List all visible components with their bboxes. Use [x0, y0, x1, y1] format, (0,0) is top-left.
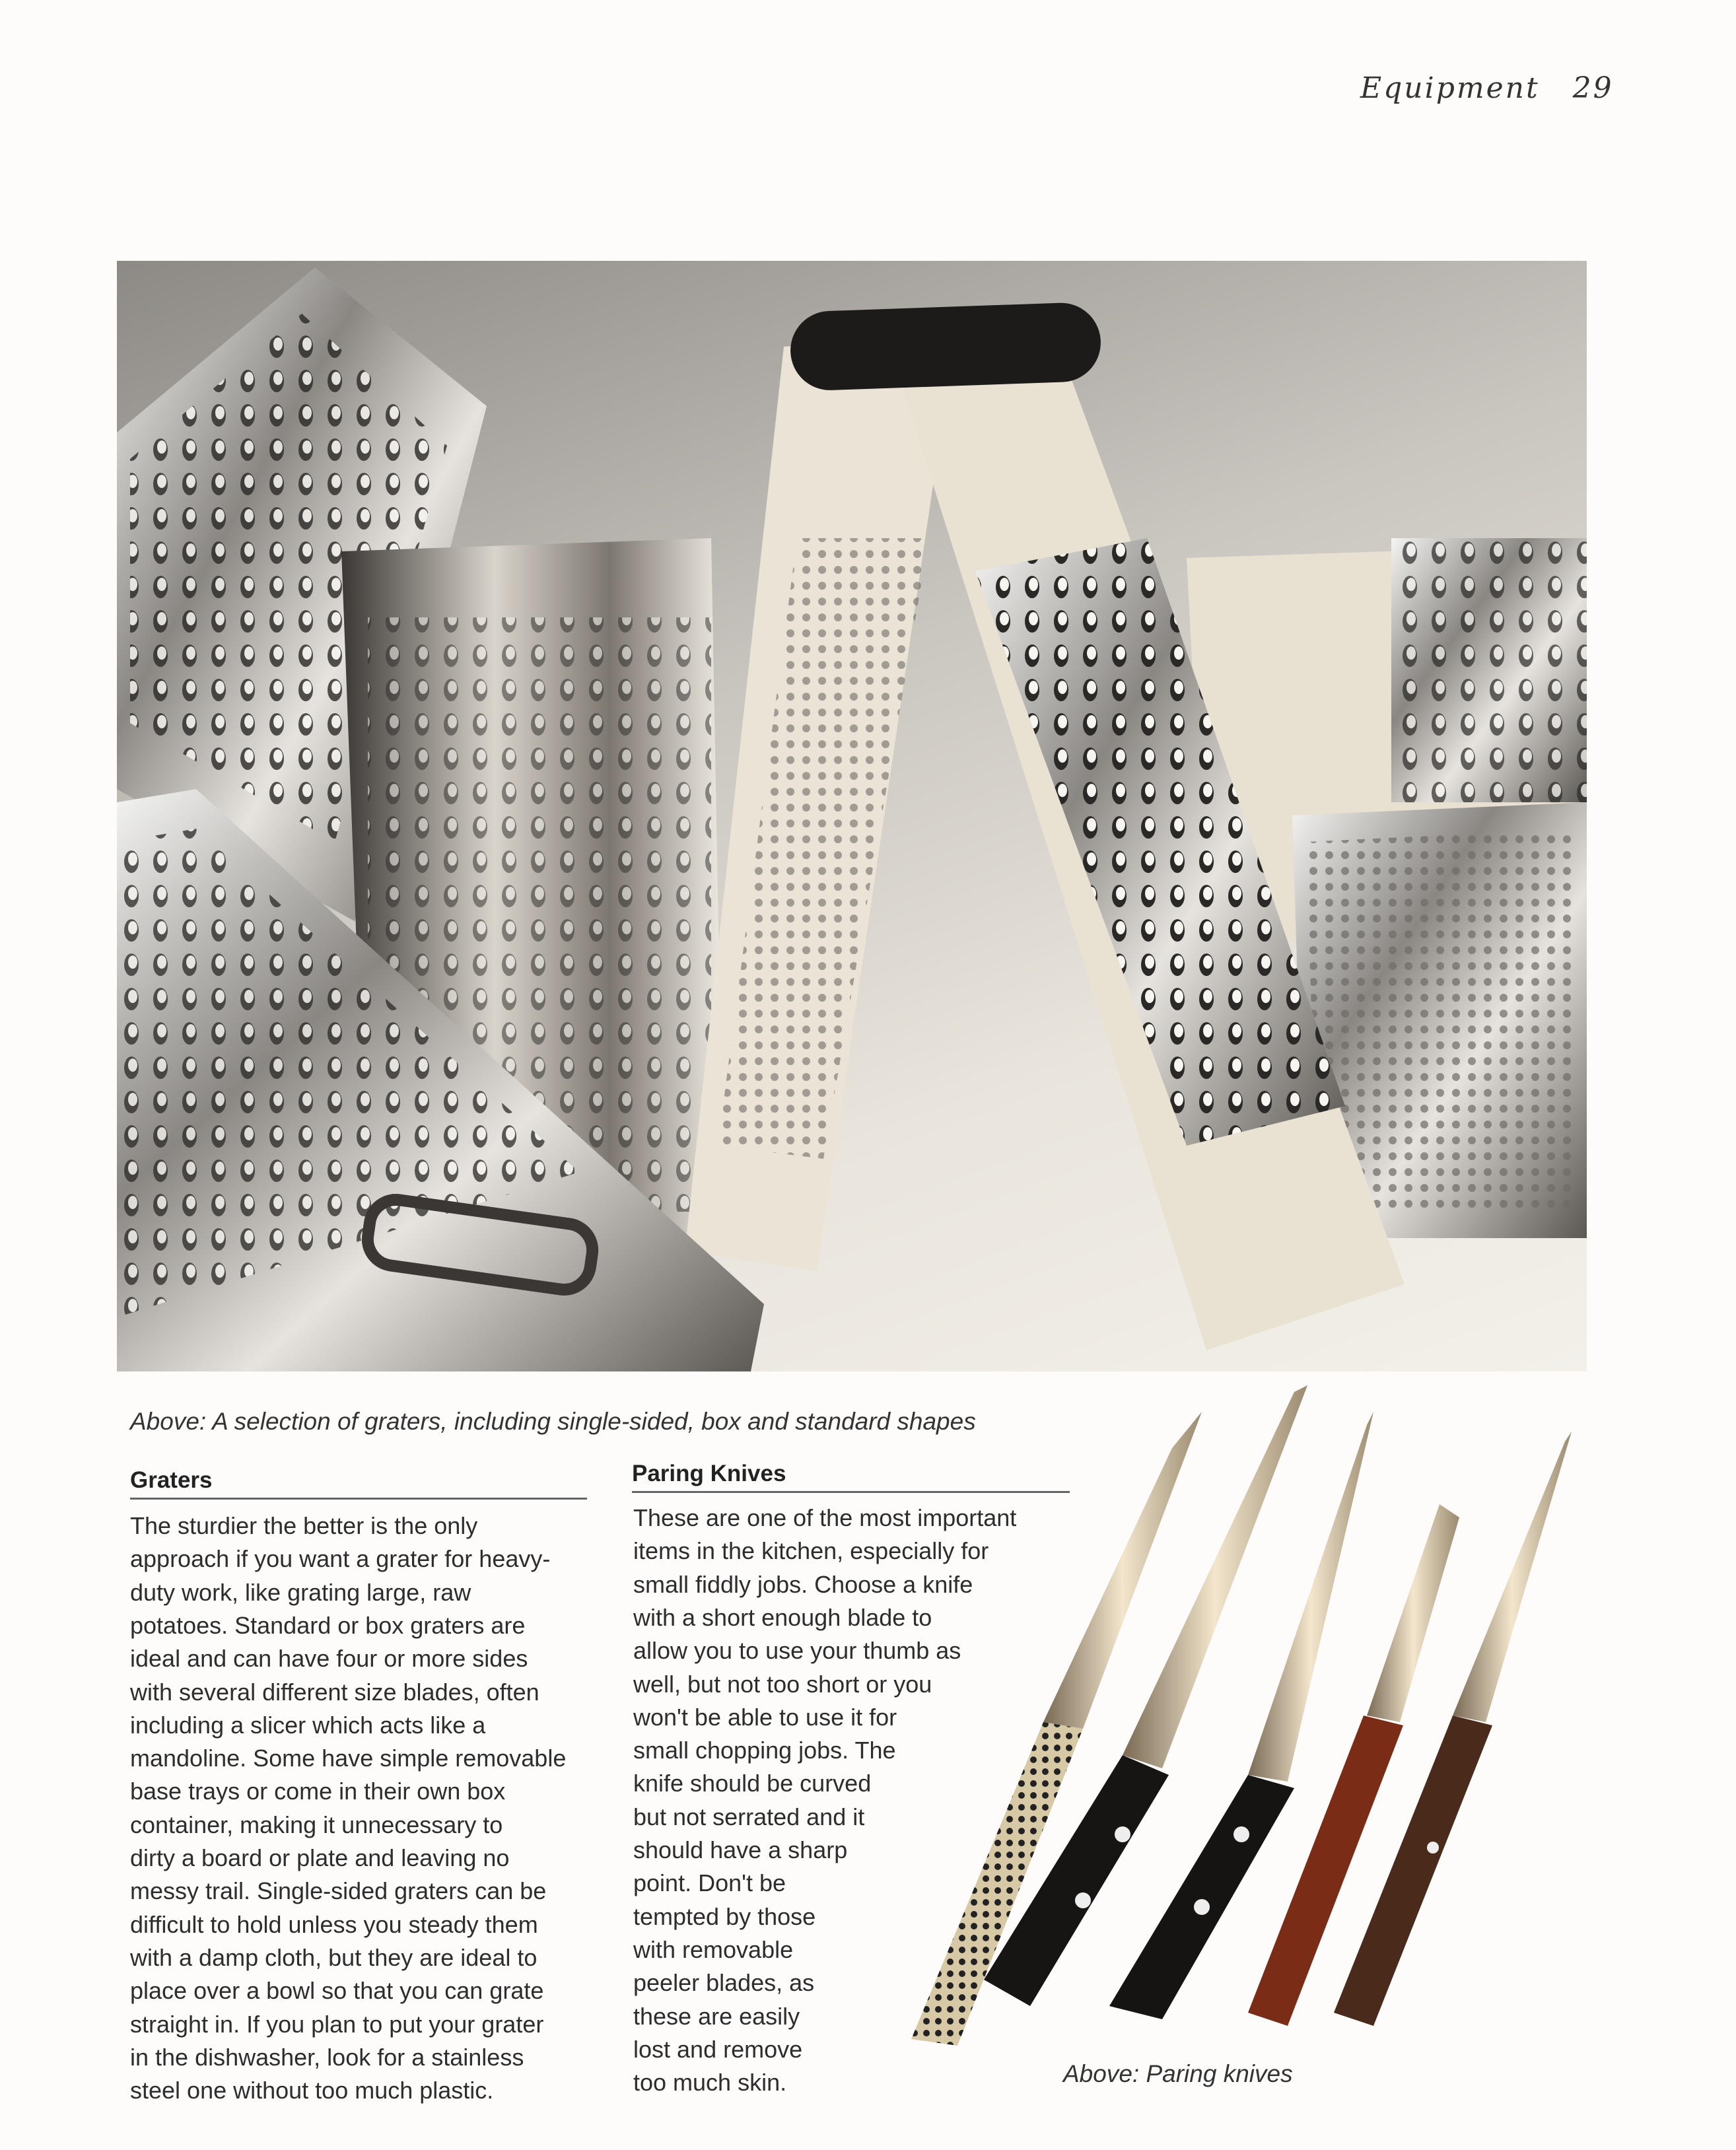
graters-heading: Graters	[130, 1467, 213, 1493]
paring-knives-photo	[885, 1385, 1585, 2059]
graters-illustration	[117, 261, 1587, 1371]
knives-illustration	[885, 1385, 1585, 2059]
body-text-line: dirty a board or plate and leaving no	[130, 1844, 510, 1871]
body-text-line: straight in. If you plan to put your grater	[130, 2010, 544, 2038]
page-number: 29	[1572, 71, 1614, 105]
body-text-line: items in the kitchen, especially for	[633, 1537, 989, 1565]
body-text-line: including a slicer which acts like a	[130, 1711, 486, 1739]
body-text-line: mandoline. Some have simple removable	[130, 1745, 567, 1772]
photo-caption: Above: A selection of graters, including single-sided, box and standard shapes	[130, 1408, 976, 1435]
body-text-line: approach if you want a grater for heavy-	[130, 1545, 551, 1573]
body-text-line: these are easily	[633, 2002, 800, 2030]
body-text-line: lost and remove	[633, 2035, 803, 2063]
body-text-line: with several different size blades, often	[130, 1678, 539, 1706]
paring-knives-heading: Paring Knives	[632, 1461, 786, 1486]
body-text-line: allow you to use your thumb as	[633, 1637, 961, 1665]
body-text-line: peeler blades, as	[633, 1969, 815, 1997]
body-text-line: base trays or come in their own box	[130, 1778, 506, 1805]
body-text-line: difficult to hold unless you steady them	[130, 1910, 538, 1938]
graters-photo	[117, 261, 1587, 1371]
body-text-line: The sturdier the better is the only	[130, 1512, 478, 1539]
body-text-line: These are one of the most important	[633, 1504, 1017, 1531]
body-text-line: potatoes. Standard or box graters are	[130, 1611, 526, 1639]
knife-2	[984, 1385, 1307, 2006]
running-head	[1360, 71, 1614, 105]
body-text-line: small fiddly jobs. Choose a knife	[633, 1570, 973, 1598]
body-text-line: container, making it unnecessary to	[130, 1811, 503, 1838]
body-text-line: well, but not too short or you	[633, 1670, 932, 1698]
body-text-line: point. Don't be	[633, 1869, 786, 1897]
body-text-line: small chopping jobs. The	[633, 1737, 896, 1764]
body-text-line: won't be able to use it for	[633, 1703, 897, 1731]
body-text-line: steel one without too much plastic.	[130, 2077, 494, 2104]
body-text-line: knife should be curved	[633, 1770, 872, 1797]
body-text-line: duty work, like grating large, raw	[130, 1578, 471, 1606]
body-text-line: ideal and can have four or more sides	[130, 1645, 528, 1673]
knives-caption: Above: Paring knives	[1063, 2060, 1293, 2087]
body-text-line: in the dishwasher, look for a stainless	[130, 2043, 524, 2071]
section-title: Equipment	[1360, 71, 1540, 105]
body-text-line: with a short enough blade to	[633, 1603, 932, 1631]
body-text-line: with a damp cloth, but they are ideal to	[130, 1943, 538, 1971]
black-handle	[789, 302, 1102, 392]
body-text-line: but not serrated and it	[633, 1803, 865, 1830]
body-text-line: with removable	[633, 1935, 794, 1963]
graters-rule	[130, 1498, 587, 1500]
body-text-line: should have a sharp	[633, 1836, 848, 1863]
body-text-line: too much skin.	[633, 2069, 787, 2097]
body-text-line: tempted by those	[633, 1902, 816, 1930]
body-text-line: messy trail. Single-sided graters can be	[130, 1877, 547, 1905]
body-text-line: place over a bowl so that you can grate	[130, 1977, 544, 2005]
